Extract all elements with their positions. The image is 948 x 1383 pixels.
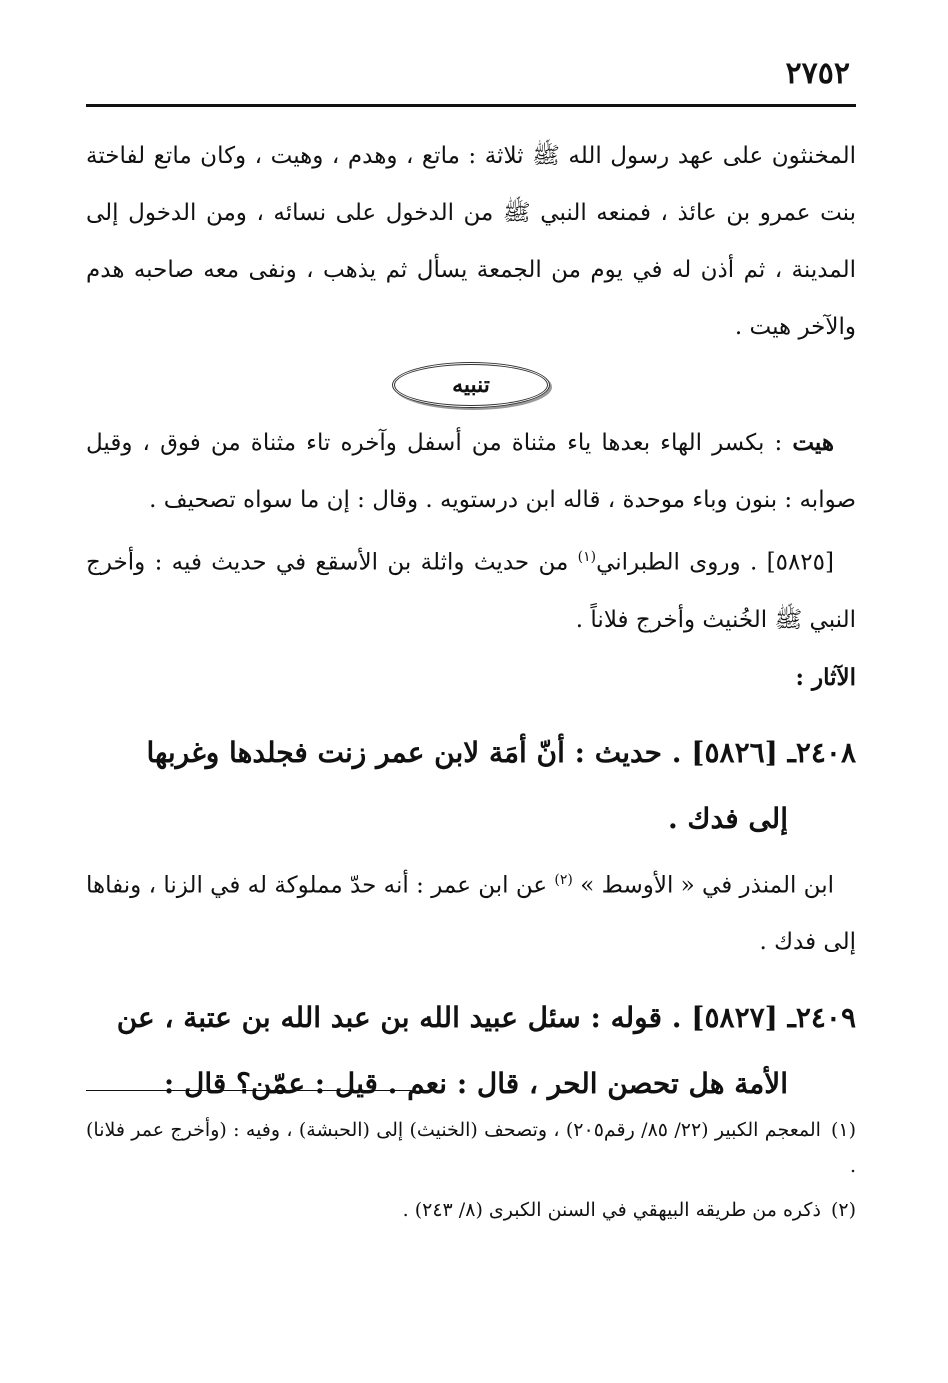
spacer (86, 971, 856, 985)
paragraph-5825 (86, 529, 856, 649)
paragraph-5825-after: من حديث واثلة بن الأسقع في حديث فيه : وأخرج النبي ﷺ الخُنيث وأخرج فلاناً . (86, 549, 856, 633)
footnote-divider (86, 1090, 411, 1091)
tanbih-text: : بكسر الهاء بعدها ياء مثناة من أسفل وآخره تاء مثناة من فوق ، وقيل صوابه : بنون وباء موحدة ، قاله ابن درستويه . وقال : إن ما سواه تصحيف . (86, 430, 856, 513)
footnote-2-number: (٢) (830, 1199, 856, 1221)
footnote-ref-1: (١) (577, 549, 597, 565)
footnote-2-text: ذكره من طريقه البيهقي في السنن الكبرى (٨/ ٢٤٣) . (402, 1199, 821, 1221)
intro-paragraph: المخنثون على عهد رسول الله ﷺ ثلاثة : ماتع ، وهدم ، وهيت ، وكان ماتع لفاختة بنت عمرو بن عائذ ، فمنعه النبي ﷺ من الدخول على نسائه ، ومن الدخول إلى المدينة ، ثم أذن له في يوم من الجمعة يسأل ثم يذهب ، ونفى معه صاحبه هدم والآخر هيت . (86, 143, 856, 340)
tanbih-paragraph (86, 414, 856, 529)
footnote-ref-2: (٢) (554, 871, 573, 888)
page-header (86, 52, 856, 107)
hadith-2409-line1: ٢٤٠٩ـ [٥٨٢٧] . قوله : سئل عبيد الله بن عبد الله بن عتبة ، عن (116, 1001, 856, 1035)
section-title-wrap (86, 356, 856, 414)
page-body (86, 128, 856, 1117)
hadith-2409 (86, 985, 856, 1117)
athar-label: الآثار : (795, 663, 856, 691)
hadith-2408-line1: ٢٤٠٨ـ [٥٨٢٦] . حديث : أنّ أمَة لابن عمر زنت فجلدها وغربها (146, 735, 856, 769)
paragraph-5825-before: [٥٨٢٥] . وروى الطبراني (596, 549, 834, 576)
footnote-2 (86, 1192, 856, 1228)
hadith-2408 (86, 720, 856, 852)
footnotes (86, 1112, 856, 1236)
section-title-oval (392, 362, 550, 408)
tanbih-lead-word: هيت (792, 429, 834, 456)
footnote-1-text: المعجم الكبير (٢٢/ ٨٥/ رقم٢٠٥) ، وتصحف (الخنيث) إلى (الحبشة) ، وفيه : (وأخرج عمر فلانا) . (86, 1119, 856, 1177)
section-title: تنبيه (452, 372, 490, 398)
footnote-1-number: (١) (830, 1119, 856, 1141)
hadith-2409-line2: الأمة هل تحصن الحر ، قال : نعم . قيل : عمّن؟ قال : (163, 1067, 788, 1101)
ibn-mundhir-before: ابن المنذر في « الأوسط » (572, 872, 834, 899)
paragraph-ibn-mundhir (86, 852, 856, 972)
book-page (86, 0, 856, 1383)
page-number: ٢٧٥٢ (785, 56, 850, 91)
hadith-2408-line2: إلى فدك . (667, 801, 788, 835)
spacer (86, 706, 856, 720)
ibn-mundhir-after: عن ابن عمر : أنه حدّ مملوكة له في الزنا ، ونفاها إلى فدك . (86, 872, 856, 956)
footnote-1 (86, 1112, 856, 1184)
